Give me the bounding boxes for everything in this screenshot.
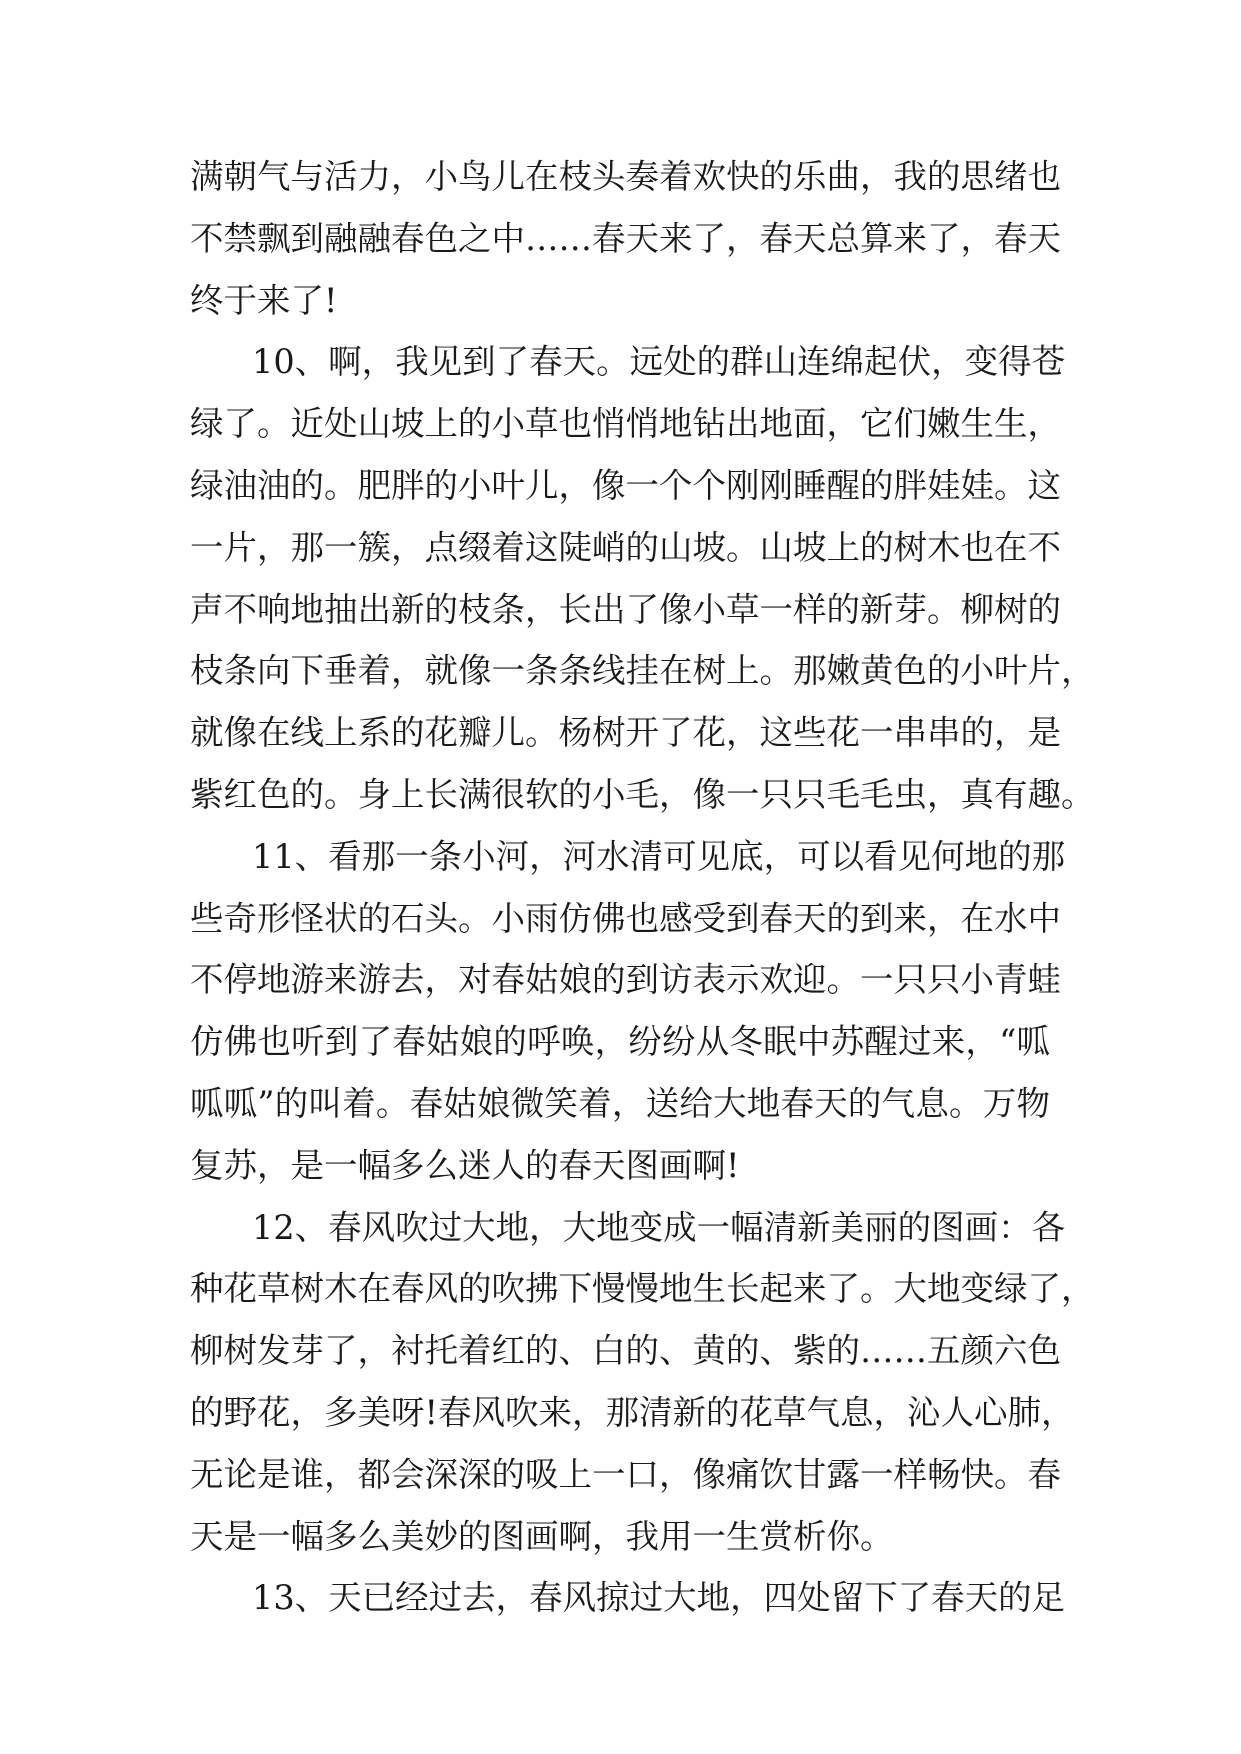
- text-line: 12、春风吹过大地，大地变成一幅清新美丽的图画：各: [252, 1207, 1066, 1247]
- text-line: 无论是谁，都会深深的吸上一口，像痛饮甘露一样畅快。春: [190, 1454, 1061, 1494]
- text-line: 声不响地抽出新的枝条，长出了像小草一样的新芽。柳树的: [190, 589, 1061, 629]
- text-line: 11、看那一条小河，河水清可见底，可以看见何地的那: [252, 836, 1066, 876]
- text-line: 复苏，是一幅多么迷人的春天图画啊!: [190, 1145, 740, 1185]
- text-line: 天是一幅多么美妙的图画啊，我用一生赏析你。: [190, 1516, 894, 1556]
- text-line: 枝条向下垂着，就像一条条线挂在树上。那嫩黄色的小叶片，: [190, 651, 1095, 691]
- text-line: 10、啊，我见到了春天。远处的群山连绵起伏，变得苍: [252, 342, 1066, 382]
- text-line: 种花草树木在春风的吹拂下慢慢地生长起来了。大地变绿了，: [190, 1269, 1095, 1309]
- text-line: 仿佛也听到了春姑娘的呼唤，纷纷从冬眠中苏醒过来，“呱: [190, 1022, 1050, 1062]
- text-line: 满朝气与活力，小鸟儿在枝头奏着欢快的乐曲，我的思绪也: [190, 157, 1061, 196]
- text-line: 不停地游来游去，对春姑娘的到访表示欢迎。一只只小青蛙: [190, 960, 1061, 1000]
- text-line: 终于来了!: [190, 280, 338, 320]
- text-line: 的野花，多美呀!春风吹来，那清新的花草气息，沁人心肺，: [190, 1392, 1075, 1432]
- text-line: 柳树发芽了，衬托着红的、白的、黄的、紫的……五颜六色: [190, 1331, 1061, 1371]
- body-text: [190, 146, 1095, 1629]
- text-line: 呱呱”的叫着。春姑娘微笑着，送给大地春天的气息。万物: [190, 1083, 1050, 1123]
- text-line: 些奇形怪状的石头。小雨仿佛也感受到春天的到来，在水中: [190, 898, 1061, 938]
- text-line: 不禁飘到融融春色之中……春天来了，春天总算来了，春天: [190, 218, 1061, 258]
- text-line: 13、天已经过去，春风掠过大地，四处留下了春天的足: [252, 1578, 1066, 1618]
- text-line: 紫红色的。身上长满很软的小毛，像一只只毛毛虫，真有趣。: [190, 774, 1095, 814]
- text-line: 一片，那一簇，点缀着这陡峭的山坡。山坡上的树木也在不: [190, 527, 1061, 567]
- text-line: 就像在线上系的花瓣儿。杨树开了花，这些花一串串的，是: [190, 713, 1061, 753]
- text-line: 绿了。近处山坡上的小草也悄悄地钻出地面，它们嫩生生，: [190, 404, 1061, 444]
- text-line: 绿油油的。肥胖的小叶儿，像一个个刚刚睡醒的胖娃娃。这: [190, 465, 1061, 505]
